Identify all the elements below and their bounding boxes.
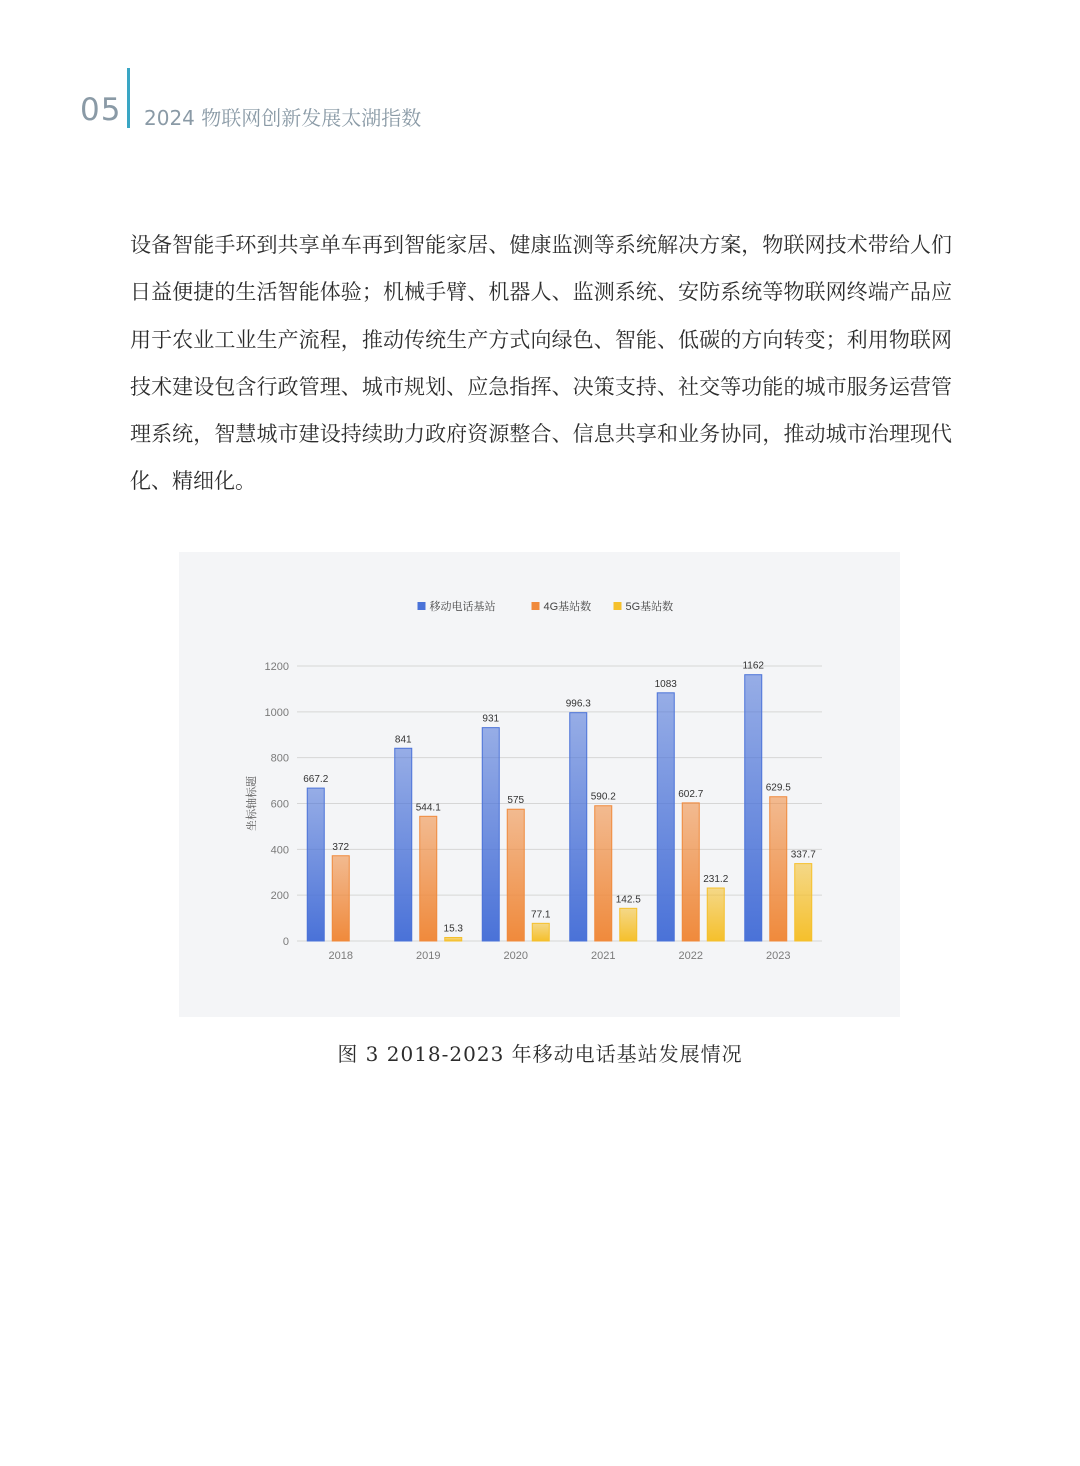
bar — [620, 908, 637, 941]
y-tick-label: 1200 — [264, 661, 289, 673]
legend-swatch — [418, 602, 426, 610]
data-label: 1083 — [654, 678, 677, 690]
bar — [770, 797, 787, 941]
data-label: 544.1 — [415, 802, 441, 814]
y-tick-label: 800 — [270, 752, 289, 765]
data-label: 996.3 — [565, 698, 591, 710]
legend-label: 移动电话基站 — [429, 601, 496, 613]
y-tick-label: 600 — [270, 798, 289, 811]
y-tick-label: 1000 — [264, 706, 289, 719]
x-tick-label: 2018 — [328, 950, 353, 962]
y-tick-label: 0 — [282, 936, 289, 948]
y-tick-label: 400 — [270, 844, 289, 857]
bar — [707, 888, 724, 941]
legend-label: 4G基站数 — [543, 601, 592, 613]
data-label: 372 — [332, 841, 350, 853]
bar — [682, 803, 699, 941]
x-tick-label: 2023 — [766, 950, 791, 962]
page-number: 05 — [80, 92, 122, 128]
chart-container — [179, 552, 900, 1017]
legend-swatch — [532, 602, 540, 610]
legend-label: 5G基站数 — [625, 601, 674, 613]
body-paragraph: 设备智能手环到共享单车再到智能家居、健康监测等系统解决方案，物联网技术带给人们日益便捷的生活智能体验；机械手臂、机器人、监测系统、安防系统等物联网终端产品应用于农业工业生产流程，推动传统生产方式向绿色、智能、低碳的方向转变；利用物联网技术建设包含行政管理、城市规划、应急指挥、决策支持、社交等功能的城市服务运营管理系统，智慧城市建设持续助力政府资源整合、信息共享和业务协同，推动城市治理现代化、精细化。 — [130, 233, 952, 494]
data-label: 931 — [482, 713, 500, 725]
data-label: 231.2 — [703, 874, 729, 886]
data-label: 667.2 — [303, 774, 329, 786]
data-label: 602.7 — [678, 788, 704, 800]
bar — [595, 806, 612, 941]
bar — [445, 937, 462, 941]
bar — [507, 809, 524, 941]
x-tick-label: 2020 — [503, 950, 528, 962]
bar — [532, 923, 549, 941]
bar — [332, 856, 349, 941]
bar — [795, 864, 812, 941]
bar — [420, 816, 437, 941]
y-tick-label: 200 — [270, 890, 289, 903]
header-divider — [127, 68, 130, 128]
data-label: 575 — [507, 795, 525, 807]
bar — [570, 713, 587, 941]
x-tick-label: 2021 — [591, 950, 616, 962]
data-label: 629.5 — [765, 782, 791, 794]
data-label: 1162 — [742, 660, 765, 672]
x-tick-label: 2019 — [416, 950, 441, 962]
data-label: 841 — [394, 734, 412, 746]
bar — [745, 675, 762, 941]
page-header — [0, 0, 1080, 160]
data-label: 142.5 — [615, 894, 641, 906]
data-label: 337.7 — [790, 849, 816, 861]
data-label: 77.1 — [531, 909, 551, 921]
report-title: 2024 物联网创新发展太湖指数 — [144, 106, 422, 130]
bar — [307, 788, 324, 941]
bar — [657, 693, 674, 941]
y-axis-title: 坐标轴标题 — [246, 776, 258, 831]
legend-swatch — [614, 602, 622, 610]
figure-caption: 图 3 2018-2023 年移动电话基站发展情况 — [337, 1042, 743, 1066]
bar-chart — [179, 552, 900, 1017]
data-label: 590.2 — [590, 791, 616, 803]
x-tick-label: 2022 — [678, 950, 703, 962]
bar — [482, 728, 499, 941]
data-label: 15.3 — [443, 923, 463, 935]
bar — [395, 748, 412, 941]
